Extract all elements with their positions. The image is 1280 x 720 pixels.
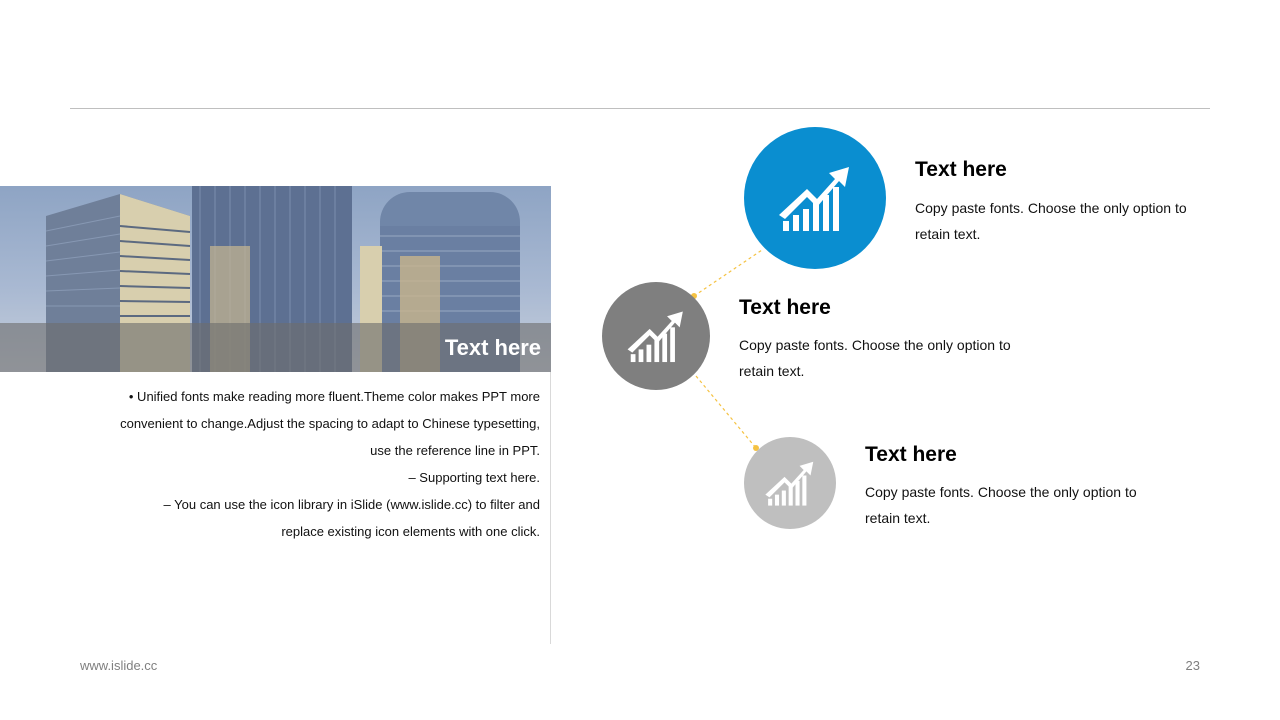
item-2-desc-line: retain text. (739, 363, 805, 379)
bullet-line: – Supporting text here. (408, 470, 540, 485)
item-3-title: Text here (865, 443, 957, 466)
item-2-description (739, 332, 1011, 384)
connector-top (694, 250, 762, 296)
bullet-line: replace existing icon elements with one click. (281, 524, 540, 539)
item-3-circle (744, 437, 836, 529)
item-2-circle (602, 282, 710, 390)
connector-bottom (696, 376, 756, 448)
item-2-title: Text here (739, 296, 831, 319)
photo-title: Text here (444, 335, 541, 360)
item-1-desc-line: Copy paste fonts. Choose the only option to (915, 200, 1187, 216)
page-number: 23 (1185, 658, 1200, 673)
item-1-description (915, 195, 1187, 247)
item-1-desc-line: retain text. (915, 226, 981, 242)
item-3-desc-line: Copy paste fonts. Choose the only option to (865, 484, 1137, 500)
item-3-description (865, 479, 1137, 531)
item-2-desc-line: Copy paste fonts. Choose the only option to (739, 337, 1011, 353)
item-1-circle (744, 127, 886, 269)
footer-url: www.islide.cc (80, 658, 158, 673)
growth-chart-icon (764, 459, 816, 507)
item-3-desc-line: retain text. (865, 510, 931, 526)
bullet-line: • Unified fonts make reading more fluent.Theme color makes PPT more (128, 389, 540, 404)
item-1-title: Text here (915, 158, 1007, 181)
growth-chart-icon (626, 308, 686, 364)
bullet-line: use the reference line in PPT. (370, 443, 540, 458)
bullet-line: convenient to change.Adjust the spacing to adapt to Chinese typesetting, (120, 416, 540, 431)
growth-chart-icon (777, 163, 853, 233)
bullet-line: – You can use the icon library in iSlide (www.islide.cc) to filter and (163, 497, 540, 512)
